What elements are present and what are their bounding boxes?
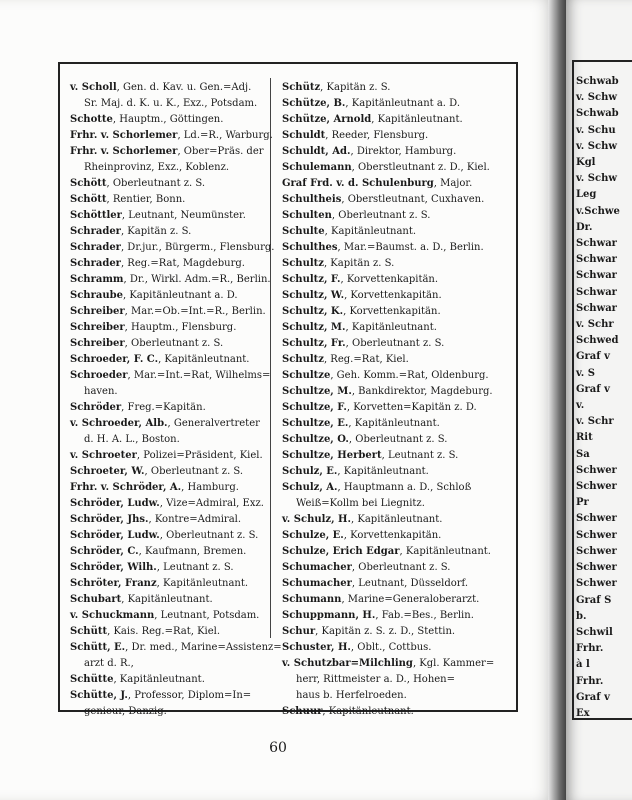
right-page-fragment: Schwab (576, 108, 619, 120)
entry-details: , Freg.=Kapitän. (121, 402, 206, 413)
entry-name: Schreiber (70, 322, 125, 333)
right-page-fragment: Schwil (576, 626, 613, 638)
entry-details: , Oberstleutnant z. D., Kiel. (351, 162, 490, 173)
entry-name: Schulz, E. (282, 466, 338, 477)
directory-entry (70, 496, 266, 512)
directory-entry (70, 304, 266, 320)
entry-details: , Fab.=Bes., Berlin. (375, 610, 474, 621)
directory-entry (70, 672, 266, 688)
entry-name: v. Scholl (70, 82, 117, 93)
entry-name: Schulthes (282, 242, 338, 253)
directory-entry (70, 336, 266, 352)
entry-name: Schultz (282, 258, 324, 269)
entry-name: Schumacher (282, 578, 352, 589)
directory-entry (282, 192, 485, 208)
entry-name: Schuster, H. (282, 642, 351, 653)
directory-entry (282, 208, 482, 224)
page-number: 60 (269, 740, 287, 756)
right-page-fragment: Dr. (576, 221, 593, 233)
entry-details: , Kaufmann, Bremen. (138, 546, 247, 557)
directory-entry (282, 128, 482, 144)
directory-entry (282, 656, 495, 704)
directory-entry (70, 80, 266, 112)
entry-details: , Hauptm., Göttingen. (112, 114, 224, 125)
entry-name: Schroeder (70, 370, 128, 381)
entry-details: , Polizei=Präsident, Kiel. (136, 450, 263, 461)
directory-entry (70, 112, 266, 128)
right-page-fragment: Sa (576, 448, 590, 460)
directory-entry (70, 640, 282, 672)
entry-details: , Hauptmann a. D., Schloß (337, 482, 472, 493)
directory-entry (282, 560, 482, 576)
entry-details: , Mar.=Baumst. a. D., Berlin. (337, 242, 484, 253)
entry-name: Schultz, F. (282, 274, 341, 285)
directory-entry (282, 336, 482, 352)
entry-details: , Kapitänleutnant. (156, 578, 249, 589)
entry-name: Schött (70, 178, 107, 189)
entry-details: , Oberleutnant z. S. (351, 562, 451, 573)
entry-name: Schröder, Wilh. (70, 562, 157, 573)
entry-details: , Oberleutnant z. S. (106, 178, 206, 189)
entry-details: , Oberstleutnant, Cuxhaven. (341, 194, 485, 205)
directory-entry (282, 256, 482, 272)
directory-entry (70, 192, 266, 208)
entry-name: Schulemann (282, 162, 352, 173)
entry-name: Schulten (282, 210, 332, 221)
entry-name: Schütz (282, 82, 321, 93)
entry-name: Schroeder, F. C. (70, 354, 159, 365)
entry-name: v. Schroeter (70, 450, 137, 461)
entry-details: , Generalvertreter (167, 418, 260, 429)
right-page-fragment: Kgl (576, 157, 596, 169)
entry-details: , Vize=Admiral, Exz. (159, 498, 264, 509)
right-page-fragment: v. Schw (576, 140, 617, 152)
entry-details: , Leutnant, Düsseldorf. (351, 578, 469, 589)
entry-details: , Major. (433, 178, 473, 189)
entry-name: Schultz, K. (282, 306, 344, 317)
right-page-fragment: Graf v (576, 383, 610, 395)
entry-name: Schumann (282, 594, 342, 605)
entry-name: Schultz, Fr. (282, 338, 346, 349)
entry-name: Schramm (70, 274, 124, 285)
entry-name: v. Schutzbar=Milchling (282, 658, 413, 669)
directory-entry (70, 256, 266, 272)
directory-entry (282, 112, 482, 128)
directory-entry (70, 272, 271, 288)
entry-details: , Korvettenkapitän. (340, 274, 439, 285)
entry-name: Schröder, Ludw. (70, 530, 160, 541)
entry-details: , Kapitänleutnant. (399, 546, 491, 557)
entry-name: Schütte (70, 674, 114, 685)
entry-name: Schultz, M. (282, 322, 346, 333)
entry-name: Schrader (70, 226, 121, 237)
right-page-fragment: v. Schr (576, 416, 614, 428)
entry-name: Graf Frd. v. d. Schulenburg (282, 178, 434, 189)
directory-entry (70, 688, 266, 720)
entry-details: , Kapitänleutnant. (348, 418, 440, 429)
entry-details: , Reeder, Flensburg. (325, 130, 429, 141)
entry-name: Schotte (70, 114, 113, 125)
entry-details: , Professor, Diplom=In= (127, 690, 252, 701)
directory-entry (282, 368, 489, 384)
entry-name: Schrader (70, 242, 121, 253)
entry-details: , Geh. Komm.=Rat, Oldenburg. (330, 370, 489, 381)
entry-continuation: Sr. Maj. d. K. u. K., Exz., Potsdam. (84, 98, 258, 109)
directory-entry (70, 224, 266, 240)
directory-entry (282, 384, 493, 400)
entry-continuation: Rheinprovinz, Exz., Koblenz. (84, 162, 230, 173)
entry-details: , Oblt., Cottbus. (350, 642, 432, 653)
entry-details: , Korvettenkapitän. (344, 290, 442, 301)
entry-continuation: herr, Rittmeister a. D., Hohen= (296, 674, 456, 685)
entry-details: , Kapitänleutnant a. D. (122, 290, 238, 301)
entry-details: , Leutnant, Neumünster. (121, 210, 246, 221)
entry-name: Schütze, Arnold (282, 114, 372, 125)
directory-entry (282, 608, 482, 624)
entry-details: , Kapitänleutnant. (322, 706, 414, 717)
entry-name: Schöttler (70, 210, 122, 221)
right-page-fragment: Frhr. (576, 643, 604, 655)
right-page-fragment: Schwer (576, 529, 617, 541)
entry-name: Schröder (70, 402, 122, 413)
column-divider (270, 78, 271, 638)
entry-continuation: haus b. Herfelroeden. (296, 690, 407, 701)
directory-entry (282, 352, 482, 368)
entry-details: , Kapitän z. S. (120, 226, 192, 237)
entry-details: , Kapitänleutnant. (345, 322, 437, 333)
directory-entry (70, 368, 271, 400)
directory-entry (282, 288, 482, 304)
entry-name: Schulte (282, 226, 325, 237)
middle-column (282, 80, 495, 720)
right-page-fragment: Ex (576, 707, 590, 719)
entry-details: , Oberleutnant z. S. (159, 530, 259, 541)
entry-name: Schreiber (70, 338, 125, 349)
directory-entry (282, 432, 482, 448)
entry-details: , Kais. Reg.=Rat, Kiel. (107, 626, 221, 637)
entry-name: Schulze, E. (282, 530, 344, 541)
directory-entry (282, 320, 482, 336)
entry-name: Schultze (282, 370, 331, 381)
right-page-fragment: Schwed (576, 335, 619, 347)
directory-entry (282, 448, 482, 464)
entry-name: Frhr. v. Schorlemer (70, 130, 178, 141)
entry-continuation: Weiß=Kollm bei Liegnitz. (296, 498, 425, 509)
directory-entry (282, 464, 482, 480)
entry-details: , Mar.=Int.=Rat, Wilhelms= (127, 370, 271, 381)
entry-details: , Kapitän z. S. (323, 258, 395, 269)
directory-entry (282, 576, 482, 592)
entry-name: Schröder, Jhs. (70, 514, 149, 525)
entry-details: , Kapitänleutnant. (113, 674, 205, 685)
entry-name: Schultheis (282, 194, 342, 205)
right-page-fragment: v. Schw (576, 173, 617, 185)
right-page-fragment: Rit (576, 432, 593, 444)
entry-name: Schütze, B. (282, 98, 346, 109)
right-page-fragment: Schwar (576, 302, 617, 314)
entry-continuation: d. H. A. L., Boston. (84, 434, 180, 445)
directory-entry (282, 176, 482, 192)
right-page-fragment: Schwar (576, 254, 617, 266)
directory-entry (70, 176, 266, 192)
entry-name: Schütt (70, 626, 108, 637)
entry-name: Schuppmann, H. (282, 610, 376, 621)
entry-name: v. Schulz, H. (282, 514, 351, 525)
directory-entry (70, 416, 266, 448)
right-page-fragment: Frhr. (576, 675, 604, 687)
entry-details: , Oberleutnant z. S. (345, 338, 445, 349)
right-page-fragment: Schwar (576, 270, 617, 282)
entry-name: Schuldt (282, 130, 326, 141)
directory-entry (282, 624, 482, 640)
entry-details: , Oberleutnant z. S. (331, 210, 431, 221)
entry-details: , Kapitänleutnant. (371, 114, 463, 125)
entry-name: v. Schroeder, Alb. (70, 418, 168, 429)
entry-name: Schütt, E. (70, 642, 126, 653)
entry-name: Schraube (70, 290, 123, 301)
right-page-fragment: v. Schr (576, 319, 614, 331)
right-page-fragment: Schwer (576, 578, 617, 590)
right-page (566, 0, 632, 800)
right-page-fragment: v. Schw (576, 92, 617, 104)
entry-details: , Kgl. Kammer= (412, 658, 495, 669)
directory-entry (282, 544, 491, 560)
entry-details: , Reg.=Rat, Magdeburg. (120, 258, 245, 269)
entry-name: Schröder, C. (70, 546, 139, 557)
entry-details: , Leutnant, Potsdam. (154, 610, 260, 621)
directory-entry (70, 288, 266, 304)
right-page-fragment: Leg (576, 189, 597, 201)
entry-name: Schur (282, 626, 316, 637)
entry-details: , Korvettenkapitän. (343, 530, 442, 541)
directory-entry (70, 576, 266, 592)
directory-entry (282, 304, 482, 320)
right-page-fragment: Schwer (576, 481, 617, 493)
entry-details: , Kapitän z. S. z. D., Stettin. (315, 626, 456, 637)
directory-entry (70, 208, 266, 224)
entry-details: , Gen. d. Kav. u. Gen.=Adj. (116, 82, 252, 93)
directory-entry (70, 352, 266, 368)
right-page-fragment: Schwar (576, 238, 617, 250)
entry-details: , Dr.jur., Bürgerm., Flensburg. (120, 242, 275, 253)
directory-entry (70, 464, 266, 480)
entry-details: , Kapitänleutnant. (121, 594, 213, 605)
entry-continuation: haven. (84, 386, 118, 397)
right-page-fragment: v.Schwe (576, 205, 620, 217)
directory-entry (70, 240, 275, 256)
entry-name: Schultze, O. (282, 434, 349, 445)
right-page-fragment: Schwer (576, 545, 617, 557)
entry-name: Schröter, Franz (70, 578, 157, 589)
entry-name: Schultz (282, 354, 324, 365)
directory-entry (282, 272, 482, 288)
right-page-fragment: Schwab (576, 76, 619, 87)
right-page-fragment: v. (576, 400, 585, 412)
right-page-fragment: Pr (576, 497, 589, 509)
entry-details: , Oberleutnant z. S. (124, 338, 224, 349)
entry-name: Schröder, Ludw. (70, 498, 160, 509)
entry-details: , Kontre=Admiral. (148, 514, 242, 525)
directory-entry (282, 160, 490, 176)
directory-entry (70, 624, 266, 640)
entry-details: , Korvetten=Kapitän z. D. (346, 402, 477, 413)
directory-entry (282, 400, 482, 416)
entry-name: Schuldt, Ad. (282, 146, 351, 157)
entry-name: Schrader (70, 258, 121, 269)
entry-name: Schulz, A. (282, 482, 338, 493)
right-page-fragment: à l (576, 659, 590, 671)
directory-entry (282, 416, 482, 432)
right-page-column (576, 74, 620, 722)
entry-name: Schreiber (70, 306, 125, 317)
entry-details: , Leutnant z. S. (156, 562, 234, 573)
right-page-fragment: Schwer (576, 562, 617, 574)
directory-entry (70, 128, 273, 144)
directory-entry (70, 480, 266, 496)
right-page-fragment: v. S (576, 367, 595, 379)
directory-entry (70, 560, 266, 576)
entry-name: Schumacher (282, 562, 352, 573)
entry-name: Schultz, W. (282, 290, 345, 301)
right-page-fragment: b. (576, 610, 587, 622)
entry-name: Frhr. v. Schorlemer (70, 146, 178, 157)
entry-details: , Kapitänleutnant. (158, 354, 250, 365)
right-page-fragment: Graf v (576, 691, 610, 703)
right-page-fragment: Graf S (576, 594, 612, 606)
entry-details: , Kapitänleutnant. (324, 226, 417, 237)
entry-details: , Direktor, Hamburg. (350, 146, 457, 157)
directory-entry (282, 144, 482, 160)
directory-entry (70, 448, 266, 464)
entry-name: Schultze, F. (282, 402, 347, 413)
entry-name: Frhr. v. Schröder, A. (70, 482, 182, 493)
entry-details: , Ld.=R., Warburg. (177, 130, 273, 141)
entry-name: Schubart (70, 594, 122, 605)
entry-name: Schultze, E. (282, 418, 349, 429)
directory-entry (282, 528, 482, 544)
directory-entry (70, 544, 266, 560)
directory-entry (282, 480, 482, 512)
entry-name: Schroeter, W. (70, 466, 145, 477)
directory-entry (282, 704, 482, 720)
directory-entry (282, 80, 482, 96)
directory-entry (70, 144, 266, 176)
right-page-fragment: Schwer (576, 513, 617, 525)
entry-details: , Korvettenkapitän. (343, 306, 441, 317)
entry-name: Schulze, Erich Edgar (282, 546, 400, 557)
right-page-fragment: Schwer (576, 464, 617, 476)
directory-entry (282, 96, 482, 112)
entry-details: , Dr. med., Marine=Assistenz= (125, 642, 282, 653)
entry-continuation: arzt d. R., (84, 658, 134, 669)
entry-details: , Leutnant z. S. (381, 450, 459, 461)
entry-details: , Hauptm., Flensburg. (124, 322, 237, 333)
entry-name: Schultze, Herbert (282, 450, 382, 461)
directory-entry (70, 400, 266, 416)
entry-details: , Hamburg. (181, 482, 239, 493)
directory-entry (282, 512, 482, 528)
right-page-fragment: v. Schu (576, 124, 616, 136)
entry-details: , Dr., Wirkl. Adm.=R., Berlin. (123, 274, 271, 285)
directory-entry (70, 320, 266, 336)
entry-name: Schultze, M. (282, 386, 352, 397)
right-page-fragment: Graf v (576, 351, 610, 363)
directory-entry (70, 592, 266, 608)
directory-entry (70, 528, 266, 544)
entry-details: , Rentier, Bonn. (106, 194, 186, 205)
entry-details: , Mar.=Ob.=Int.=R., Berlin. (124, 306, 266, 317)
right-page-fragment: Schwar (576, 286, 617, 298)
directory-entry (282, 240, 482, 256)
entry-details: , Marine=Generaloberarzt. (341, 594, 480, 605)
directory-entry (282, 640, 482, 656)
entry-name: Schütte, J. (70, 690, 128, 701)
entry-name: v. Schuckmann (70, 610, 155, 621)
entry-details: , Kapitänleutnant a. D. (345, 98, 461, 109)
directory-entry (282, 592, 482, 608)
entry-name: Schuur (282, 706, 323, 717)
entry-details: , Oberleutnant z. S. (144, 466, 244, 477)
entry-details: , Oberleutnant z. S. (348, 434, 448, 445)
entry-continuation: genieur, Danzig. (84, 706, 167, 717)
entry-details: , Kapitän z. S. (320, 82, 391, 93)
directory-entry (282, 224, 482, 240)
directory-entry (70, 608, 266, 624)
entry-details: , Ober=Präs. der (177, 146, 264, 157)
left-column (70, 80, 282, 720)
entry-details: , Kapitänleutnant. (351, 514, 443, 525)
entry-details: , Reg.=Rat, Kiel. (323, 354, 409, 365)
entry-name: Schött (70, 194, 107, 205)
directory-entry (70, 512, 266, 528)
entry-details: , Bankdirektor, Magdeburg. (351, 386, 493, 397)
entry-details: , Kapitänleutnant. (337, 466, 429, 477)
